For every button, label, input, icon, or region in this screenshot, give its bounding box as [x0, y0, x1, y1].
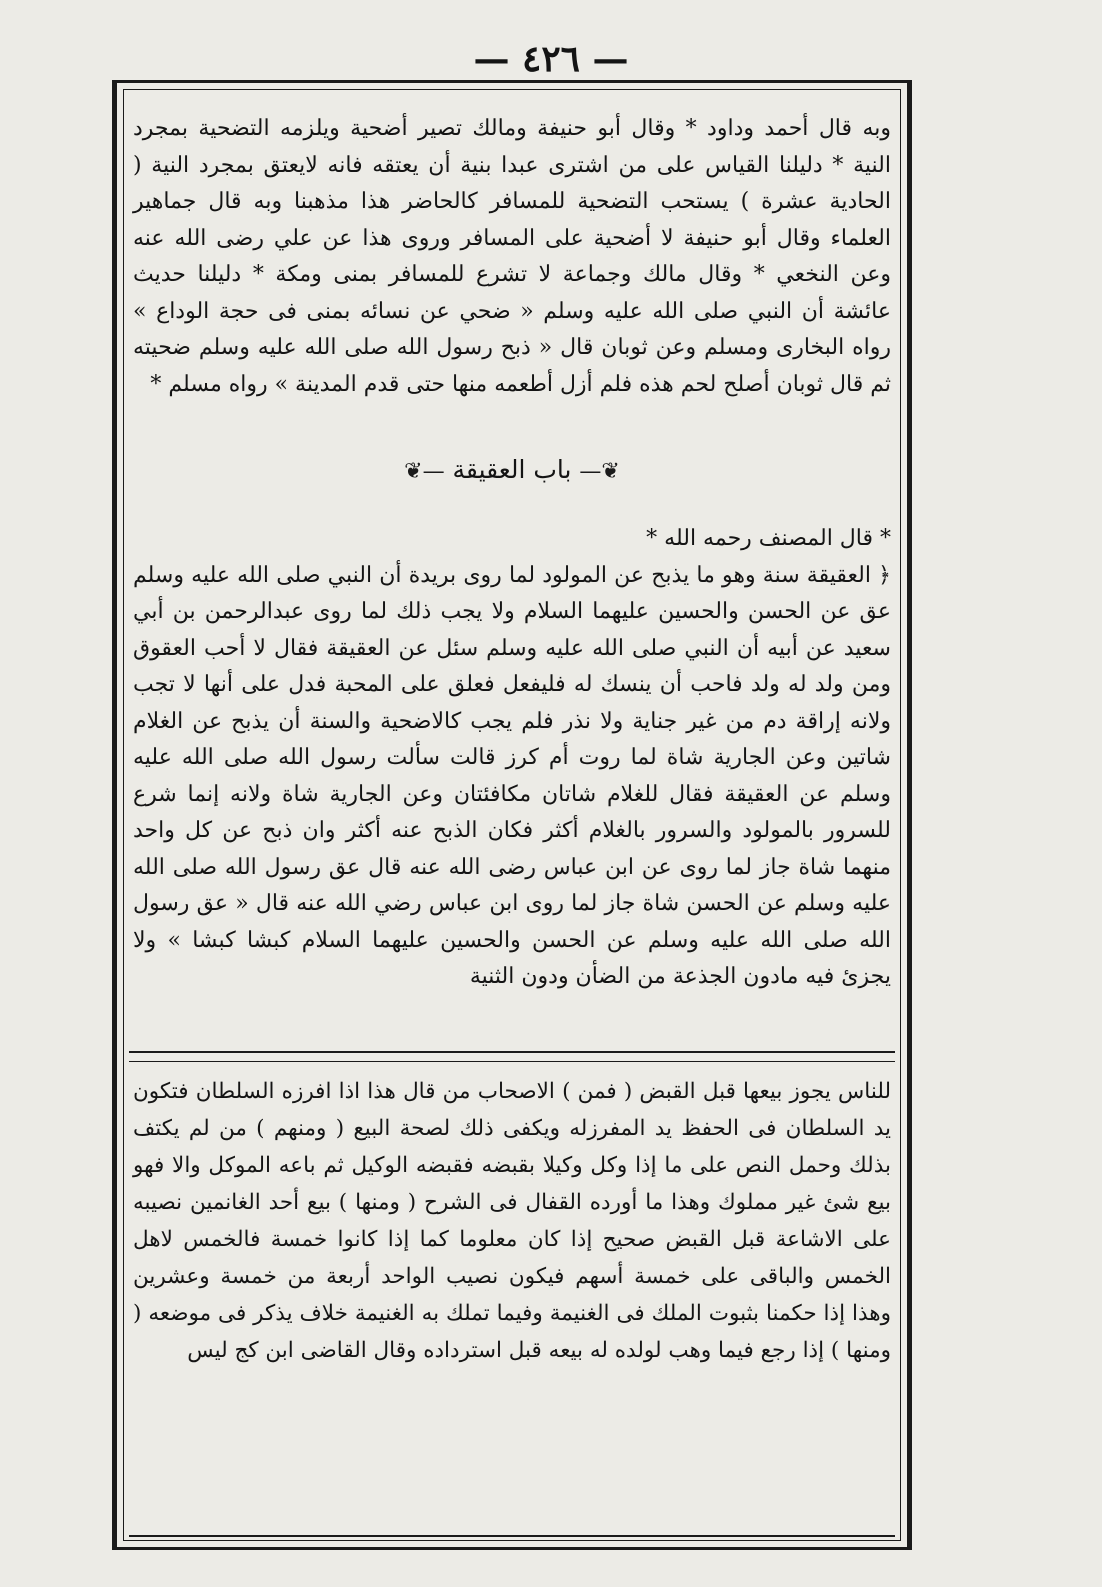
footnote-block	[133, 1073, 891, 1369]
page-number: — ٤٢٦ —	[473, 38, 629, 80]
page-frame	[112, 80, 912, 1550]
author-line: * قال المصنف رحمه الله *	[646, 526, 891, 551]
section-title-text: باب العقيقة	[452, 455, 572, 484]
ornament-right: —❦	[404, 459, 445, 484]
main-text-block-2	[133, 521, 891, 996]
footnote-divider	[129, 1051, 895, 1053]
paragraph-adhiyah: وبه قال أحمد وداود * وقال أبو حنيفة ومالك تصير أضحية ويلزمه التضحية بمجرد النية * دليلنا القياس على من اشترى عبدا بنية أن يعتقه فانه لايعتق بمجرد النية ( الحادية عشرة ) يستحب التضحية للمسافر كالحاضر هذا مذهبنا وبه قال جماهير العلماء وقال أبو حنيفة لا أضحية على المسافر وروى هذا عن علي رضى الله عنه وعن النخعي * وقال مالك وجماعة لا تشرع للمسافر بمنى ومكة * دليلنا حديث عائشة أن النبي صلى الله عليه وسلم « ضحي عن نسائه بمنى فى حجة الوداع » رواه البخارى ومسلم وعن ثوبان قال « ذبح رسول الله صلى الله عليه وسلم ضحيته ثم قال ثوبان أصلح لحم هذه فلم أزل أطعمه منها حتى قدم المدينة » رواه مسلم *	[133, 116, 891, 397]
bottom-rule	[129, 1535, 895, 1537]
main-text-block-1	[133, 111, 891, 403]
ornament-left: ❦—	[579, 459, 620, 484]
footnote-paragraph: للناس يجوز بيعها قبل القبض ( فمن ) الاصحاب من قال هذا اذا افرزه السلطان فتكون يد السلطان فى الحفظ يد المفرزله ويكفى ذلك لصحة البيع ( ومنهم ) من لم يكتف بذلك وحمل النص على ما إذا وكل وكيلا بقبضه فقبضه الوكيل ثم باعه الموكل والا فهو بيع شئ غير مملوك وهذا ما أورده القفال فى الشرح ( ومنها ) بيع أحد الغانمين نصيبه على الاشاعة قبل القبض صحيح إذا كان معلوما كما إذا كانوا خمسة فالخمس لاهل الخمس والباقى على خمسة أسهم فيكون نصيب الواحد أربعة من خمسة وعشرين وهذا إذا حكمنا بثبوت الملك فى الغنيمة وفيما تملك به الغنيمة خلاف يذكر فى موضعه ( ومنها ) إذا رجع فيما وهب لولده له بيعه قبل استرداده وقال القاضى ابن كج ليس	[133, 1079, 891, 1363]
footnote-divider-thin	[129, 1061, 895, 1062]
section-title	[117, 455, 907, 484]
paragraph-aqiqah: ﴿ العقيقة سنة وهو ما يذبح عن المولود لما روى بريدة أن النبي صلى الله عليه وسلم عق عن الحسن والحسين عليهما السلام ولا يجب ذلك لما روى عبدالرحمن بن أبي سعيد عن أبيه أن النبي صلى الله عليه وسلم سئل عن العقيقة فقال لا أحب العقوق ومن ولد له ولد فاحب أن ينسك له فليفعل فعلق على المحبة فدل على أنها لا تجب ولانه إراقة دم من غير جناية ولا نذر فلم يجب كالاضحية والسنة أن يذبح عن الغلام شاتين وعن الجارية شاة لما روت أم كرز قالت سألت رسول الله صلى الله عليه وسلم عن العقيقة فقال للغلام شاتان مكافئتان وعن الجارية شاة ولانه إنما شرع للسرور بالمولود والسرور بالغلام أكثر فكان الذبح عنه أكثر وان ذبح عن كل واحد منهما شاة جاز لما روى عن ابن عباس رضى الله عنه قال عق رسول الله صلى الله عليه وسلم عن الحسن شاة جاز لما روى ابن عباس رضي الله عنه قال « عق رسول الله صلى الله عليه وسلم عن الحسن والحسين عليهما السلام كبشا كبشا » ولا يجزئ فيه مادون الجذعة من الضأن ودون الثنية	[133, 562, 892, 989]
